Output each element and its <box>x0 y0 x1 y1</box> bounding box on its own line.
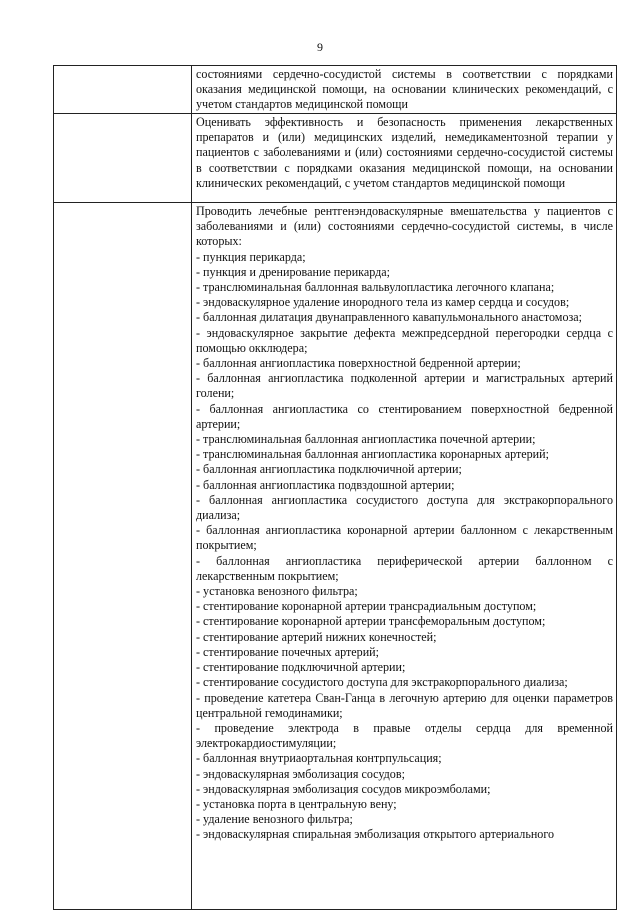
list-item: - пункция перикарда; <box>196 249 306 264</box>
list-item: - стентирование коронарной артерии трансфеморальным доступом; <box>196 614 546 629</box>
left-cell-text <box>54 66 191 67</box>
list-item: - эндоваскулярная спиральная эмболизация открытого артериального <box>196 827 555 842</box>
list-item: - эндоваскулярное удаление инородного тела из камер сердца и сосудов; <box>196 295 570 310</box>
list-item: - баллонная ангиопластика подвздошной артерии; <box>196 477 455 492</box>
list-item: - проведение электрода в правые отделы сердца для временной электрокардиостимуляции; <box>196 720 613 751</box>
list-item: - эндоваскулярная эмболизация сосудов; <box>196 766 405 781</box>
list-item: - эндоваскулярное закрытие дефекта межпредсердной перегородки сердца с помощью окклюдера; <box>196 325 613 355</box>
page-number: 9 <box>317 40 323 54</box>
document-table <box>53 65 617 910</box>
list-item: - удаление венозного фильтра; <box>196 812 353 827</box>
right-cell <box>192 114 617 203</box>
right-cell-text: состояниями сердечно-сосудистой системы в соответствии с порядками оказания медицинской помощи, на основании клинических рекомендаций, с учетом стандартов медицинской помощи <box>196 67 613 112</box>
list-item: - стентирование подключичной артерии; <box>196 660 406 675</box>
list-item: - установка порта в центральную вену; <box>196 796 397 811</box>
list-item: - баллонная ангиопластика поверхностной бедренной артерии; <box>196 356 521 371</box>
right-cell <box>192 66 617 114</box>
list-item: - стентирование сосудистого доступа для экстракорпорального диализа; <box>196 675 568 690</box>
procedure-items <box>196 250 613 843</box>
list-item: - баллонная дилатация двунаправленного кавапульмонального анастомоза; <box>196 310 583 325</box>
left-cell <box>54 203 192 910</box>
list-item: - баллонная внутриаортальная контрпульсация; <box>196 751 442 766</box>
list-item: - установка венозного фильтра; <box>196 584 358 599</box>
list-item: - эндоваскулярная эмболизация сосудов микроэмболами; <box>196 781 491 796</box>
list-item: - транслюминальная баллонная вальвулопластика легочного клапана; <box>196 280 555 295</box>
table-row <box>54 114 617 203</box>
left-cell-text <box>54 114 191 115</box>
table-row <box>54 203 617 910</box>
list-item: - баллонная ангиопластика сосудистого доступа для экстракорпорального диализа; <box>196 492 613 523</box>
list-item: - проведение катетера Сван-Ганца в легочную артерию для оценки параметров центральной гемодинамики; <box>196 690 613 720</box>
list-item: - баллонная ангиопластика подколенной артерии и магистральных артерий голени; <box>196 371 613 401</box>
right-cell-text: Оценивать эффективность и безопасность применения лекарственных препаратов и (или) медицинских изделий, немедикаментозной терапии у пациентов с заболеваниями и (или) состояниями сердечно-сосудистой системы в соответствии с порядками оказания медицинской помощи, на основании клинических рекомендаций, с учетом стандартов медицинской помощи <box>196 115 613 190</box>
table-row <box>54 66 617 114</box>
list-item: - пункция и дренирование перикарда; <box>196 264 390 279</box>
list-item: - баллонная ангиопластика со стентированием поверхностной бедренной артерии; <box>196 401 613 431</box>
right-cell <box>192 203 617 910</box>
list-item: - транслюминальная баллонная ангиопластика коронарных артерий; <box>196 447 549 462</box>
left-cell <box>54 66 192 114</box>
left-cell <box>54 114 192 203</box>
list-item: - баллонная ангиопластика коронарной артерии баллонном с лекарственным покрытием; <box>196 523 613 553</box>
list-item: - баллонная ангиопластика периферической артерии баллонном с лекарственным покрытием; <box>196 553 613 583</box>
list-item: - транслюминальная баллонная ангиопластика почечной артерии; <box>196 432 536 447</box>
list-item: - стентирование коронарной артерии трансрадиальным доступом; <box>196 599 537 614</box>
list-item: - баллонная ангиопластика подключичной артерии; <box>196 462 462 477</box>
list-item: - стентирование почечных артерий; <box>196 644 380 659</box>
procedures-list <box>192 203 616 909</box>
list-item: - стентирование артерий нижних конечностей; <box>196 629 437 644</box>
procedures-intro: Проводить лечебные рентгенэндоваскулярные вмешательства у пациентов с заболеваниями и (или) состояниями сердечно-сосудистой системы, в числе которых: <box>196 204 613 249</box>
